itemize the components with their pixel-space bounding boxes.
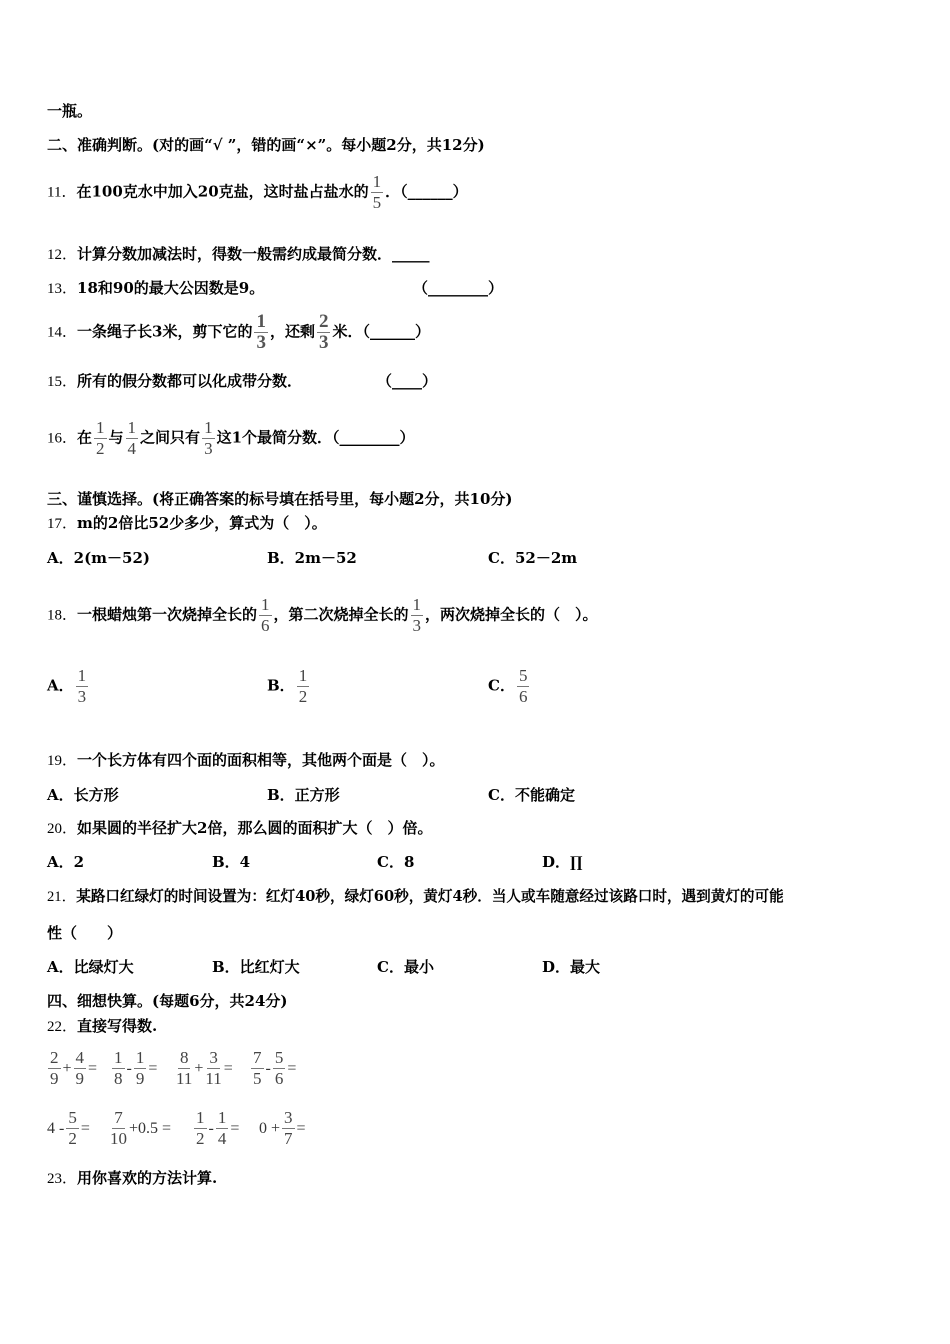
- question-number: 20．: [47, 821, 78, 837]
- denominator: 3: [318, 332, 329, 353]
- question-text: ，两次烧掉全长的（ ）。: [425, 605, 598, 624]
- question-number: 23．: [47, 1171, 78, 1187]
- continuation-text: 一瓶。: [47, 102, 93, 120]
- numerator: 2: [318, 311, 329, 332]
- fraction: [194, 1108, 207, 1149]
- question-16: [47, 418, 415, 459]
- text-segment: -: [208, 1119, 214, 1137]
- expression-8: [259, 1108, 306, 1149]
- numerator: 7: [114, 1108, 123, 1127]
- denominator: 3: [256, 332, 266, 353]
- question-21-continued: 性（ ）: [47, 924, 123, 942]
- option-d[interactable]: D．最大: [542, 958, 601, 976]
- fraction: [216, 1108, 229, 1149]
- fraction: [205, 1048, 221, 1089]
- text-segment: 4 -: [47, 1119, 65, 1137]
- text-segment: +: [194, 1059, 204, 1077]
- option-b[interactable]: B．比红灯大: [212, 958, 300, 976]
- denominator: 3: [204, 439, 213, 458]
- denominator: 3: [77, 687, 87, 706]
- numerator: 1: [372, 172, 382, 191]
- option-c[interactable]: C．最小: [377, 958, 434, 976]
- denominator: 2: [68, 1129, 77, 1148]
- section-4-heading: 四、细想快算。(每题6分，共24分): [47, 992, 288, 1010]
- expression-6: [108, 1108, 171, 1149]
- question-number: 17．: [47, 516, 78, 532]
- numerator: 8: [179, 1048, 189, 1067]
- numerator: 1: [114, 1048, 123, 1067]
- section-2-heading: 二、准确判断。(对的画“√ ”，错的画“×”。每小题2分，共12分): [47, 136, 485, 154]
- option-b[interactable]: [267, 666, 311, 707]
- text-segment: =: [287, 1059, 297, 1077]
- question-text: 一条绳子长3米，剪下它的: [77, 322, 253, 341]
- numerator: 1: [298, 666, 308, 685]
- numerator: 1: [261, 595, 270, 614]
- fraction: [110, 1108, 127, 1149]
- question-text: ，第二次烧掉全长的: [273, 605, 409, 624]
- question-text: 在: [77, 428, 93, 447]
- denominator: 11: [205, 1069, 222, 1088]
- answer-blank: 这1个最简分数．（________）: [216, 428, 415, 447]
- option-a[interactable]: A．比绿灯大: [47, 958, 134, 976]
- fraction: [259, 595, 272, 636]
- question-number: 22．: [47, 1019, 78, 1035]
- denominator: 5: [253, 1069, 262, 1088]
- question-text: m的2倍比52少多少，算式为（ ）。: [77, 514, 327, 532]
- numerator: 4: [75, 1048, 85, 1067]
- option-c[interactable]: C．8: [377, 853, 415, 871]
- fraction: [112, 1048, 125, 1089]
- expression-1: [46, 1048, 97, 1089]
- text-segment: =: [296, 1119, 306, 1137]
- numerator: 1: [135, 1048, 145, 1067]
- denominator: 2: [196, 1129, 205, 1148]
- text-segment: B．: [267, 676, 295, 695]
- denominator: 7: [284, 1129, 293, 1148]
- question-17: [47, 513, 327, 534]
- option-a[interactable]: A．长方形: [47, 786, 119, 804]
- fraction: [134, 1048, 147, 1089]
- answer-blank: ．（______）: [385, 182, 468, 201]
- denominator: 3: [412, 616, 422, 635]
- fraction: [371, 172, 384, 213]
- option-c[interactable]: [488, 666, 531, 707]
- answer-blank: 米．（______）: [332, 322, 430, 341]
- numerator: 1: [217, 1108, 227, 1127]
- answer-blank: （____）: [377, 372, 438, 390]
- fraction: [297, 666, 310, 707]
- fraction: [411, 595, 424, 636]
- numerator: 1: [204, 418, 213, 437]
- denominator: 5: [372, 193, 382, 212]
- fraction: [251, 1048, 264, 1089]
- numerator: 1: [127, 418, 137, 437]
- expression-3: [174, 1048, 233, 1089]
- text-segment: A．: [47, 676, 74, 695]
- question-text: 直接写得数.: [77, 1017, 158, 1035]
- numerator: 5: [68, 1108, 77, 1127]
- question-text: 所有的假分数都可以化成带分数．: [77, 372, 303, 390]
- answer-blank: （________）: [413, 279, 504, 297]
- numerator: 1: [77, 666, 87, 685]
- question-number: 18．: [47, 607, 78, 624]
- question-text: 之间只有: [140, 428, 201, 447]
- fraction: [66, 1108, 79, 1149]
- question-number: 15．: [47, 374, 78, 390]
- denominator: 8: [114, 1069, 123, 1088]
- text-segment: 0 +: [259, 1119, 281, 1137]
- text-segment: =: [80, 1119, 90, 1137]
- numerator: 3: [284, 1108, 293, 1127]
- question-text: 某路口红绿灯的时间设置为：红灯40秒，绿灯60秒，黄灯4秒．当人或车随意经过该路口时，遇到黄灯的可能: [76, 888, 784, 905]
- question-18: [47, 595, 598, 636]
- denominator: 9: [75, 1069, 85, 1088]
- text-segment: =: [223, 1059, 233, 1077]
- question-19: [47, 750, 445, 771]
- denominator: 9: [50, 1069, 59, 1088]
- text-segment: =: [88, 1059, 98, 1077]
- fraction: [517, 666, 530, 707]
- option-b[interactable]: B．正方形: [267, 786, 340, 804]
- question-21: [47, 887, 784, 907]
- option-b[interactable]: B．4: [212, 853, 251, 871]
- numerator: 1: [196, 1108, 205, 1127]
- option-c[interactable]: C．不能确定: [488, 786, 575, 804]
- question-number: 19．: [47, 753, 78, 769]
- numerator: 3: [209, 1048, 218, 1067]
- denominator: 2: [96, 439, 105, 458]
- question-number: 13．: [47, 281, 78, 297]
- fraction: [94, 418, 107, 459]
- fraction: [273, 1048, 286, 1089]
- expression-7: [192, 1108, 239, 1149]
- question-text: 一根蜡烛第一次烧掉全长的: [77, 605, 258, 624]
- question-number: 14．: [47, 324, 78, 341]
- denominator: 10: [110, 1129, 127, 1148]
- question-12: [47, 244, 430, 265]
- numerator: 7: [253, 1048, 262, 1067]
- text-segment: =: [148, 1059, 158, 1077]
- numerator: 2: [50, 1048, 59, 1067]
- question-text: 计算分数加减法时，得数一般需约成最简分数．_____: [77, 245, 430, 263]
- expression-4: [249, 1048, 296, 1089]
- fraction: [176, 1048, 192, 1089]
- question-number: 16．: [47, 430, 78, 447]
- fraction: [74, 1048, 87, 1089]
- option-a[interactable]: A．2(m－52): [47, 549, 151, 567]
- text-segment: C．: [488, 676, 515, 695]
- question-text: 如果圆的半径扩大2倍，那么圆的面积扩大（ ）倍。: [77, 819, 433, 837]
- numerator: 5: [274, 1048, 284, 1067]
- question-23: [47, 1168, 217, 1189]
- question-text: 在100克水中加入20克盐，这时盐占盐水的: [76, 182, 369, 201]
- fraction: [317, 312, 331, 353]
- fraction: [254, 312, 268, 353]
- denominator: 4: [127, 439, 137, 458]
- question-text: 一个长方体有四个面的面积相等，其他两个面是（ ）。: [77, 751, 445, 769]
- question-number: 11．: [47, 184, 77, 201]
- question-number: 12．: [47, 247, 78, 263]
- denominator: 6: [261, 616, 270, 635]
- question-text: ，还剩: [269, 322, 315, 341]
- fraction: [282, 1108, 295, 1149]
- text-segment: +0.5 =: [129, 1119, 172, 1137]
- fraction: [48, 1048, 61, 1089]
- question-15: [47, 371, 438, 392]
- expression-2: [110, 1048, 157, 1089]
- denominator: 6: [518, 687, 528, 706]
- denominator: 6: [274, 1069, 284, 1088]
- question-22: [47, 1016, 157, 1037]
- question-13: [47, 278, 504, 299]
- denominator: 2: [298, 687, 308, 706]
- option-d[interactable]: D．∏: [542, 853, 583, 871]
- option-b[interactable]: B．2m－52: [267, 549, 357, 567]
- denominator: 4: [217, 1129, 227, 1148]
- question-14: [47, 312, 430, 353]
- numerator: 5: [518, 666, 528, 685]
- fraction: [126, 418, 139, 459]
- question-number: 21．: [47, 889, 77, 905]
- fraction: [76, 666, 89, 707]
- question-text: 18和90的最大公因数是9。: [77, 279, 265, 297]
- option-a[interactable]: A．2: [47, 853, 85, 871]
- numerator: 1: [412, 595, 422, 614]
- option-a[interactable]: [47, 666, 90, 707]
- fraction: [202, 418, 215, 459]
- text-segment: +: [62, 1059, 72, 1077]
- denominator: 11: [176, 1069, 193, 1088]
- expression-5: [47, 1108, 90, 1149]
- question-text: 用你喜欢的方法计算.: [77, 1169, 218, 1187]
- numerator: 1: [96, 418, 105, 437]
- text-segment: -: [126, 1059, 132, 1077]
- denominator: 9: [135, 1069, 145, 1088]
- text-segment: -: [265, 1059, 271, 1077]
- section-3-heading: 三、谨慎选择。(将正确答案的标号填在括号里，每小题2分，共10分): [47, 490, 513, 508]
- question-text: 与: [108, 428, 124, 447]
- numerator: 1: [256, 311, 266, 332]
- question-11: [47, 172, 468, 213]
- option-c[interactable]: C．52－2m: [488, 549, 578, 567]
- question-20: [47, 818, 432, 839]
- text-segment: =: [230, 1119, 240, 1137]
